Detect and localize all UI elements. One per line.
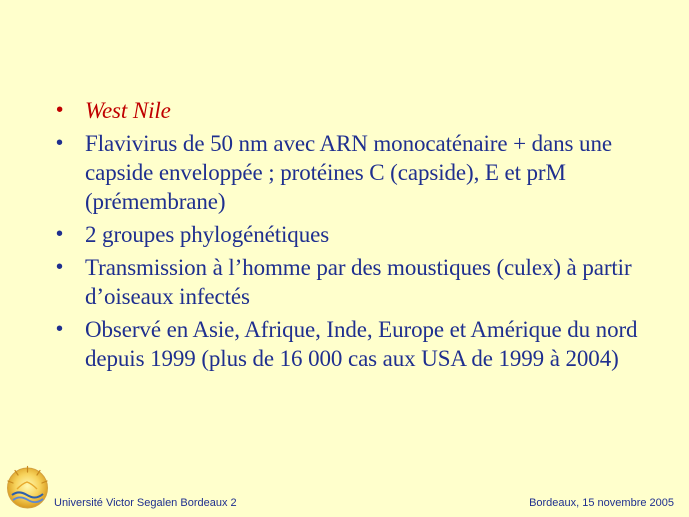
bullet-text: Transmission à l’homme par des moustiques (culex) à partir d’oiseaux infectés (85, 255, 632, 309)
bullet-title (56, 96, 666, 125)
bullet-marker: • (56, 256, 63, 278)
bullet-list (56, 96, 666, 377)
bullet-marker: • (56, 132, 63, 154)
bullet-marker: • (56, 99, 63, 121)
footer-university: Université Victor Segalen Bordeaux 2 (54, 497, 237, 509)
bullet-text: Flavivirus de 50 nm avec ARN monocaténaire + dans une capside enveloppée ; protéines C (capside), E et prM (prémembrane) (85, 131, 612, 214)
university-logo-icon (4, 465, 51, 512)
bullet-transmission (56, 253, 666, 311)
bullet-marker: • (56, 223, 63, 245)
bullet-phylogenetic-groups (56, 220, 666, 249)
sun-emblem-icon (4, 465, 51, 512)
bullet-text: Observé en Asie, Afrique, Inde, Europe et Amérique du nord depuis 1999 (plus de 16 000 cas aux USA de 1999 à 2004) (85, 317, 638, 371)
bullet-text: West Nile (85, 98, 171, 123)
bullet-marker: • (56, 318, 63, 340)
bullet-virus-description (56, 129, 666, 216)
bullet-distribution (56, 315, 666, 373)
footer-date: Bordeaux, 15 novembre 2005 (529, 497, 674, 509)
bullet-text: 2 groupes phylogénétiques (85, 222, 330, 247)
